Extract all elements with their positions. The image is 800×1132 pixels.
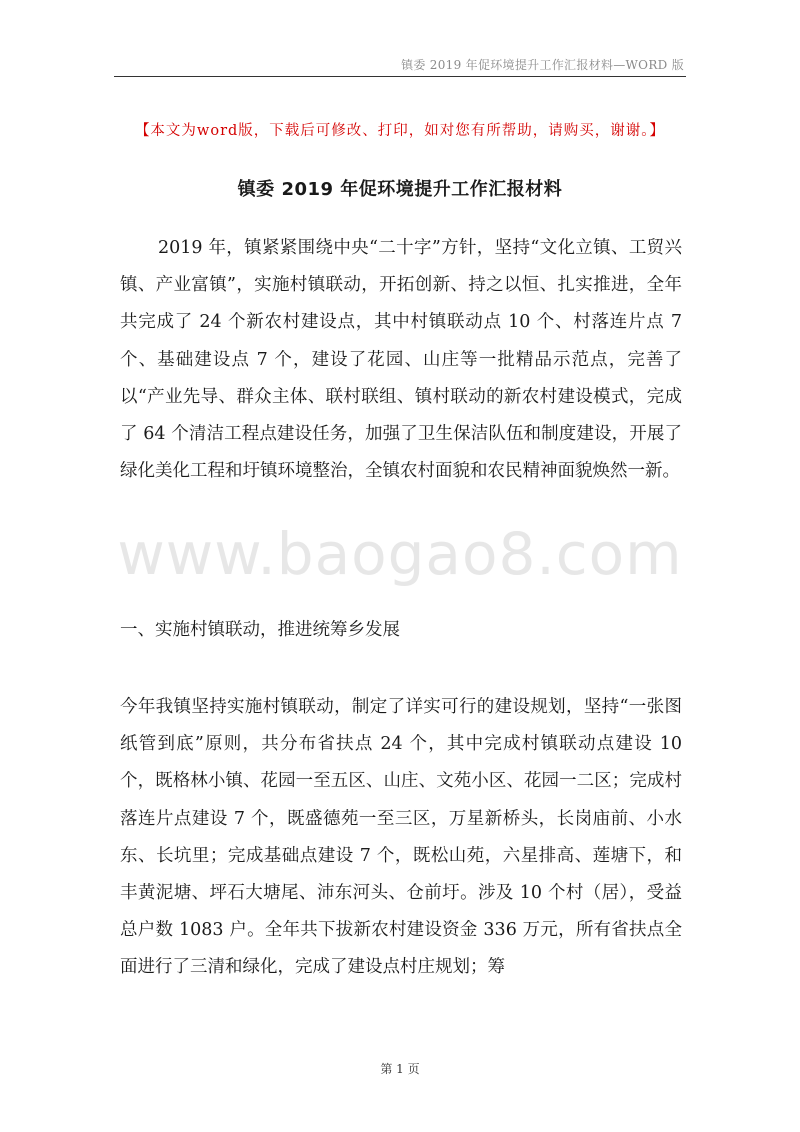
paragraph-intro: 2019 年，镇紧紧围绕中央“二十字”方针，坚持“文化立镇、工贸兴镇、产业富镇”，实施村镇联动，开拓创新、持之以恒、扎实推进，全年共完成了 24 个新农村建设点，其中村镇联动点 10 个、村落连片点 7 个、基础建设点 7 个，建设了花园、山庄等一批精品示范点，完善了以“产业先导、群众主体、联村联组、镇村联动的新农村建设模式，完成了 64 个清洁工程点建设任务，加强了卫生保洁队伍和制度建设，开展了绿化美化工程和圩镇环境整治，全镇农村面貌和农民精神面貌焕然一新。 — [120, 238, 682, 482]
page-header — [114, 50, 686, 77]
running-title: 镇委 2019 年促环境提升工作汇报材料—WORD 版 — [401, 58, 684, 72]
page-number: 第 1 页 — [380, 1062, 420, 1076]
watermark: www.baogao8.com — [117, 520, 683, 588]
section-heading-1: 一、实施村镇联动，推进统筹乡发展 — [120, 620, 400, 640]
document-title: 镇委 2019 年促环境提升工作汇报材料 — [237, 179, 563, 200]
paragraph-section-1: 今年我镇坚持实施村镇联动，制定了详实可行的建设规划，坚持“一张图纸管到底”原则，共分布省扶点 24 个，其中完成村镇联动点建设 10 个，既格林小镇、花园一至五区、山庄、文苑小区、花园一二区；完成村落连片点建设 7 个，既盛德苑一至三区，万星新桥头，长岗庙前、小水东、长坑里；完成基础点建设 7 个，既松山苑，六星排高、莲塘下，和丰黄泥塘、坪石大塘尾、沛东河头、仓前圩。涉及 10 个村（居），受益总户数 1083 户。全年共下拔新农村建设资金 336 万元，所有省扶点全面进行了三清和绿化，完成了建设点村庄规划；筹 — [120, 697, 682, 978]
purchase-notice: 【本文为word版，下载后可修改、打印，如对您有所帮助，请购买，谢谢。】 — [134, 123, 666, 139]
